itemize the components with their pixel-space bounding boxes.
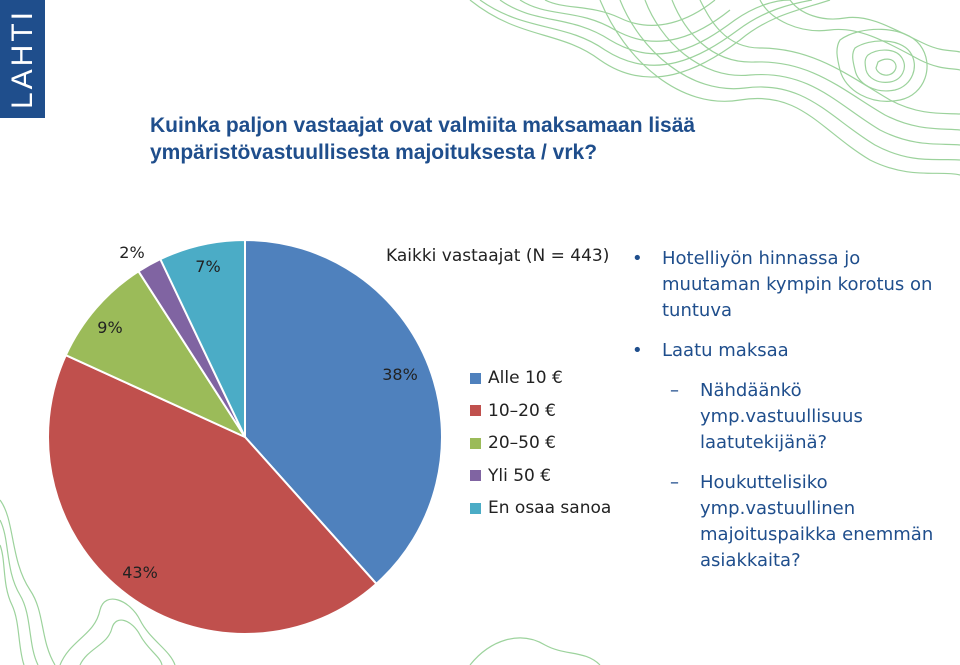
legend-label: 10–20 € — [488, 400, 556, 421]
legend-item-alle-10 — [470, 362, 611, 395]
legend-swatch — [470, 438, 481, 449]
legend-item-10-20 — [470, 395, 611, 428]
pie-data-label-2: 9% — [97, 318, 123, 337]
chart-title: Kaikki vastaajat (N = 443) — [386, 246, 610, 266]
legend-item-yli-50 — [470, 460, 611, 493]
pie-data-label-0: 38% — [382, 365, 418, 384]
legend-swatch — [470, 405, 481, 416]
bullet-list — [630, 246, 950, 588]
legend-label: Alle 10 € — [488, 368, 563, 389]
chart-legend — [470, 362, 611, 525]
legend-swatch — [470, 503, 481, 514]
legend-label: Yli 50 € — [488, 465, 552, 486]
sub-bullet-item: – Houkuttelisiko ymp.vastuullinen majoituspaikka enemmän asiakkaita? — [630, 470, 950, 574]
pie-data-label-3: 2% — [119, 243, 145, 262]
legend-label: En osaa sanoa — [488, 498, 612, 519]
legend-swatch — [470, 470, 481, 481]
legend-label: 20–50 € — [488, 433, 556, 454]
pie-data-label-4: 7% — [195, 257, 221, 276]
slide-title-line-1: Kuinka paljon vastaajat ovat valmiita maksamaan lisää — [150, 114, 696, 137]
slide-title-line-2: ympäristövastuullisesta majoituksesta / vrk? — [150, 141, 598, 164]
pie-data-label-1: 43% — [122, 563, 158, 582]
legend-swatch — [470, 373, 481, 384]
legend-item-en-osaa-sanoa — [470, 492, 611, 525]
bullet-item: • Laatu maksaa — [630, 338, 950, 364]
legend-item-20-50 — [470, 427, 611, 460]
bullet-item: • Hotelliyön hinnassa jo muutaman kympin korotus on tuntuva — [630, 246, 950, 324]
logo-text: LAHTI — [5, 8, 39, 110]
sub-bullet-item: – Nähdäänkö ymp.vastuullisuus laatutekijänä? — [630, 378, 950, 456]
